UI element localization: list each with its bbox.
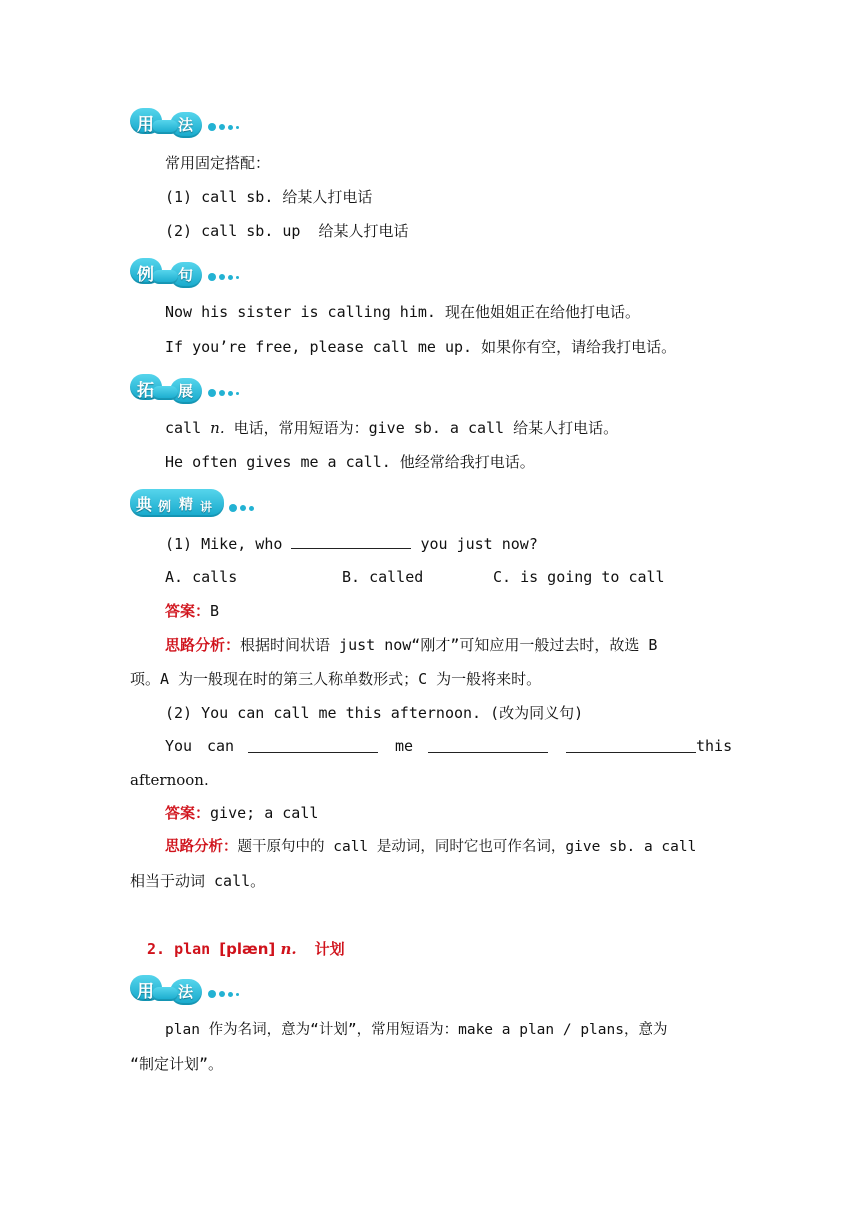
extend-word: call xyxy=(165,419,211,437)
fill-word: me xyxy=(395,737,414,755)
usage-item: (1) call sb. 给某人打电话 xyxy=(165,188,373,206)
answer-label: 答案： xyxy=(165,602,211,620)
badge-char: 典 xyxy=(136,495,153,514)
badge-dot xyxy=(236,126,239,129)
badge-dot xyxy=(219,274,225,280)
extend-line: He often gives me a call. 他经常给我打电话。 xyxy=(165,453,535,471)
fill-word: You xyxy=(165,737,193,755)
option-c: C. is going to call xyxy=(493,568,665,586)
badge-char: 法 xyxy=(178,116,194,134)
badge-char: 例 xyxy=(137,265,154,285)
analysis-line: 思路分析：题干原句中的 call 是动词，同时它也可作名词，give sb. a call xyxy=(165,839,697,855)
analysis-line: 相当于动词 call。 xyxy=(130,872,266,890)
usage-title: 常用固定搭配： xyxy=(165,154,271,172)
badge-dot xyxy=(219,390,225,396)
badge-dot xyxy=(219,991,225,997)
badge-dot xyxy=(228,125,233,130)
usage-badge xyxy=(130,973,250,1007)
analysis-label: 思路分析： xyxy=(165,636,241,654)
question-2-stem: (2) You can call me this afternoon. (改为同义句) xyxy=(165,704,584,722)
badge-dot xyxy=(249,506,254,511)
phonetic: [plæn] xyxy=(219,940,276,958)
analysis-label: 思路分析： xyxy=(165,839,238,855)
usage-text: “制定计划”。 xyxy=(130,1055,224,1073)
practice-badge xyxy=(130,487,260,521)
badge-dot xyxy=(236,276,239,279)
analysis-line: 项。A 为一般现在时的第三人称单数形式；C 为一般将来时。 xyxy=(130,670,542,688)
answer-blank xyxy=(291,534,411,549)
answer-blank xyxy=(248,738,378,753)
badge-dot xyxy=(240,505,246,511)
answer-value: B xyxy=(210,602,220,620)
badge-dot xyxy=(229,504,237,512)
badge-dot xyxy=(219,124,225,130)
question-1-stem: (1) Mike, who you just now? xyxy=(165,535,538,553)
option-b: B. called xyxy=(342,568,424,586)
badge-char: 展 xyxy=(178,382,194,400)
fill-word: this xyxy=(696,737,733,755)
extend-badge xyxy=(130,372,250,406)
fill-word: can xyxy=(207,737,235,755)
answer-blank xyxy=(428,738,548,753)
section-heading: 2. plan [plæn] n. 计划 xyxy=(147,940,345,958)
badge-dot xyxy=(208,273,216,281)
part-of-speech: n. xyxy=(275,940,297,958)
option-a: A. calls xyxy=(165,568,238,586)
usage-text: plan 作为名词，意为“计划”，常用短语为：make a plan / plans，意为 xyxy=(165,1022,668,1038)
fill-word: afternoon. xyxy=(130,771,209,789)
badge-char: 句 xyxy=(178,266,194,284)
usage-item: (2) call sb. up 给某人打电话 xyxy=(165,222,409,240)
badge-dot xyxy=(236,993,239,996)
answer-line xyxy=(165,601,219,621)
badge-char: 拓 xyxy=(137,381,154,401)
example-badge xyxy=(130,256,250,290)
badge-dot xyxy=(236,392,239,395)
answer-label: 答案： xyxy=(165,804,211,822)
badge-char: 例 xyxy=(158,500,172,515)
example-sentence: Now his sister is calling him. 现在他姐姐正在给他打电话。 xyxy=(165,303,640,321)
part-of-speech: n. xyxy=(210,419,225,437)
badge-char: 用 xyxy=(137,982,154,1002)
badge-dot xyxy=(228,391,233,396)
badge-char: 精 xyxy=(179,497,193,513)
badge-char: 讲 xyxy=(200,500,213,514)
answer-line xyxy=(165,803,318,823)
badge-char: 用 xyxy=(137,115,154,135)
example-sentence: If you’re free, please call me up. 如果你有空，请给我打电话。 xyxy=(165,338,677,356)
extend-line xyxy=(165,418,618,438)
badge-dot xyxy=(228,992,233,997)
badge-dot xyxy=(208,123,216,131)
usage-badge xyxy=(130,106,250,140)
badge-dot xyxy=(208,990,216,998)
extend-text: 电话，常用短语为：give sb. a call 给某人打电话。 xyxy=(224,419,619,437)
badge-char: 法 xyxy=(178,983,194,1001)
badge-dot xyxy=(228,275,233,280)
badge-dot xyxy=(208,389,216,397)
answer-blank xyxy=(566,738,696,753)
answer-value: give; a call xyxy=(210,804,319,822)
analysis-line: 思路分析：根据时间状语 just now“刚才”可知应用一般过去时，故选 B xyxy=(165,636,658,654)
